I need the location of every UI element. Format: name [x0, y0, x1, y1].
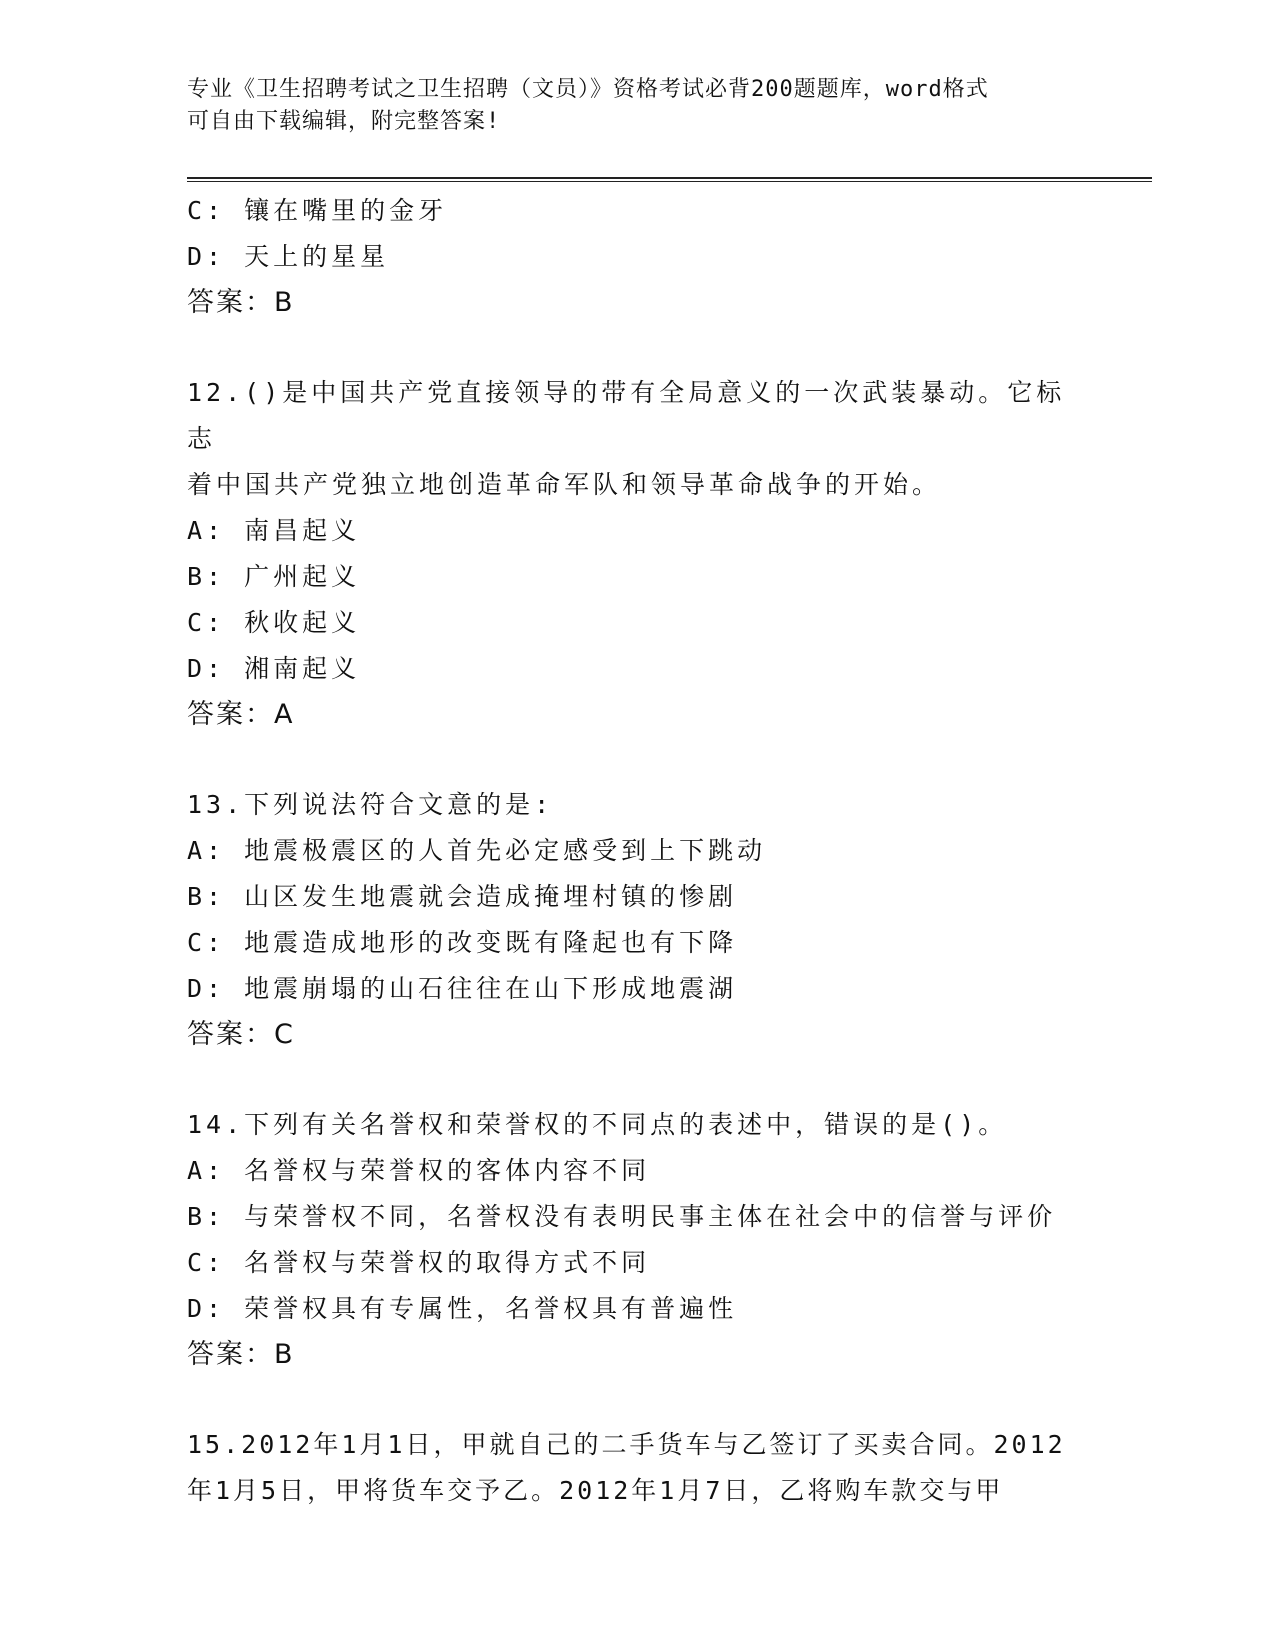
question-text: 14.下列有关名誉权和荣誉权的不同点的表述中，错误的是()。 — [187, 1110, 1008, 1139]
answer: 答案：A — [187, 699, 295, 730]
option-c: C: 名誉权与荣誉权的取得方式不同 — [187, 1248, 651, 1277]
header-line-1: 专业《卫生招聘考试之卫生招聘（文员）》资格考试必背200题题库，word格式 — [187, 77, 989, 102]
question-14 — [187, 1102, 1087, 1378]
option-d: D: 地震崩塌的山石往往在山下形成地震湖 — [187, 974, 738, 1003]
spacer — [187, 1058, 1087, 1102]
option-d: D: 天上的星星 — [187, 242, 390, 271]
question-12 — [187, 370, 1087, 738]
answer: 答案：B — [187, 287, 295, 318]
question-text-line-2: 年1月5日，甲将货车交予乙。2012年1月7日，乙将购车款交与甲 — [187, 1476, 1004, 1505]
option-b: B: 与荣誉权不同，名誉权没有表明民事主体在社会中的信誉与评价 — [187, 1202, 1057, 1231]
question-15 — [187, 1422, 1087, 1514]
question-text — [187, 370, 1087, 508]
question-text: 13.下列说法符合文意的是: — [187, 790, 554, 819]
spacer — [187, 326, 1087, 370]
option-a: A: 南昌起义 — [187, 516, 361, 545]
question-text-line-1: 12.()是中国共产党直接领导的带有全局意义的一次武装暴动。它标志 — [187, 378, 1066, 453]
header-divider-thin — [187, 181, 1152, 182]
answer: 答案：C — [187, 1019, 295, 1050]
option-c: C: 地震造成地形的改变既有隆起也有下降 — [187, 928, 738, 957]
answer: 答案：B — [187, 1339, 295, 1370]
option-b: B: 山区发生地震就会造成掩埋村镇的惨剧 — [187, 882, 738, 911]
question-list — [187, 188, 1087, 1514]
spacer — [187, 1378, 1087, 1422]
document-header — [187, 74, 1067, 138]
header-divider-thick — [187, 177, 1152, 179]
option-a: A: 地震极震区的人首先必定感受到上下跳动 — [187, 836, 767, 865]
option-b: B: 广州起义 — [187, 562, 361, 591]
question-text-line-2: 着中国共产党独立地创造革命军队和领导革命战争的开始。 — [187, 470, 942, 499]
spacer — [187, 738, 1087, 782]
option-c: C: 秋收起义 — [187, 608, 361, 637]
question-11-tail — [187, 188, 1087, 326]
option-d: D: 湘南起义 — [187, 654, 361, 683]
option-a: A: 名誉权与荣誉权的客体内容不同 — [187, 1156, 651, 1185]
question-13 — [187, 782, 1087, 1058]
header-line-2: 可自由下载编辑，附完整答案! — [187, 109, 501, 134]
option-c: C: 镶在嘴里的金牙 — [187, 196, 448, 225]
option-d: D: 荣誉权具有专属性，名誉权具有普遍性 — [187, 1294, 738, 1323]
question-text-line-1: 15.2012年1月1日，甲就自己的二手货车与乙签订了买卖合同。2012 — [187, 1430, 1066, 1459]
